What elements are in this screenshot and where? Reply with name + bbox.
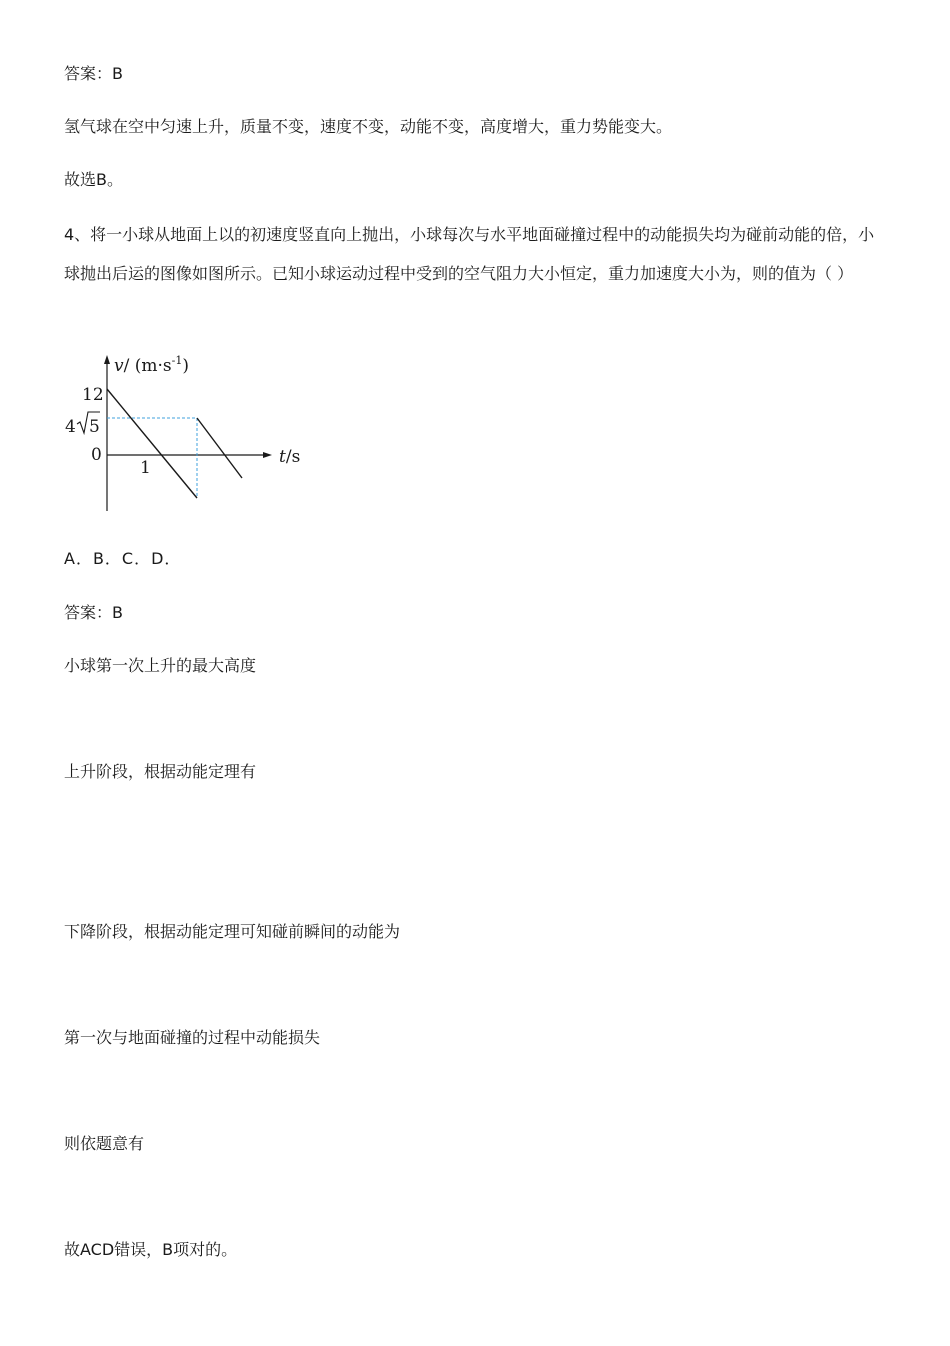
y-axis-arrow — [104, 355, 110, 364]
solution-step-2: 上升阶段，根据动能定理有 — [64, 762, 257, 781]
conclusion-text-2: 故ACD错误，B项对的。 — [64, 1240, 238, 1259]
answer-label-2: 答案：B — [64, 603, 123, 622]
explanation-text-1: 氢气球在空中匀速上升，质量不变，速度不变，动能不变，高度增大，重力势能变大。 — [64, 117, 673, 136]
x-axis-label: t/s — [279, 447, 301, 467]
velocity-time-graph — [60, 348, 310, 518]
solution-step-5: 则依题意有 — [64, 1134, 145, 1153]
tick-label-1: 1 — [140, 458, 151, 478]
solution-step-1: 小球第一次上升的最大高度 — [64, 656, 257, 675]
question-4-text: 4、将一小球从地面上以的初速度竖直向上抛出，小球每次与水平地面碰撞过程中的动能损失均为碰前动能的倍，小球抛出后运的图像如图所示。已知小球运动过程中受到的空气阻力大小恒定，重力加速度大小为，则的值为（ ） — [64, 225, 875, 283]
tick-label-12: 12 — [82, 385, 104, 405]
answer-label-1: 答案：B — [64, 64, 123, 83]
velocity-segment-2 — [197, 418, 242, 478]
y-axis-label: v/ $(m\cdot s^{-1})$ — [114, 354, 189, 376]
conclusion-text-1: 故选B。 — [64, 170, 123, 189]
solution-step-4: 第一次与地面碰撞的过程中动能损失 — [64, 1028, 321, 1047]
answer-options: A．B．C．D． — [64, 549, 182, 568]
x-axis-arrow — [263, 452, 272, 458]
tick-label-4: 4 — [65, 417, 76, 437]
tick-label-sqrt5: 5 — [89, 417, 100, 437]
tick-label-0: 0 — [91, 445, 102, 465]
solution-step-3: 下降阶段，根据动能定理可知碰前瞬间的动能为 — [64, 922, 401, 941]
velocity-segment-1 — [107, 389, 197, 498]
